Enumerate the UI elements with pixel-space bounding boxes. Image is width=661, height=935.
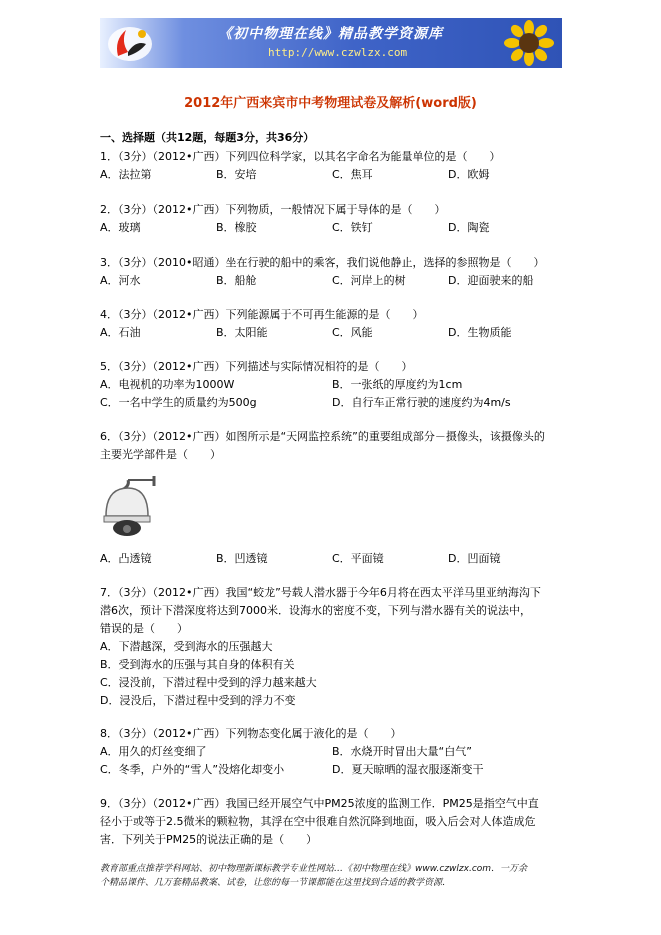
question-7-option-c: C．浸没前，下潜过程中受到的浮力越来越大 <box>100 676 317 689</box>
question-3-option-d: D．迎面驶来的船 <box>448 274 534 287</box>
header-banner <box>100 18 562 68</box>
question-8-option-c: C．冬季，户外的“雪人”没熔化却变小 <box>100 763 285 776</box>
question-6-option-c: C．平面镜 <box>332 552 384 565</box>
question-1-option-a: A．法拉第 <box>100 168 152 181</box>
question-2-option-c: C．铁钉 <box>332 221 373 234</box>
question-1-option-d: D．欧姆 <box>448 168 490 181</box>
question-2-option-b: B．橡胶 <box>216 221 257 234</box>
question-5-option-b: B．一张纸的厚度约为1cm <box>332 378 463 391</box>
question-6-option-b: B．凹透镜 <box>216 552 268 565</box>
question-4-option-b: B．太阳能 <box>216 326 268 339</box>
question-5-option-d: D．自行车正常行驶的速度约为4m/s <box>332 396 511 409</box>
question-7-option-b: B．受到海水的压强与其自身的体积有关 <box>100 658 295 671</box>
question-8-option-a: A．用久的灯丝变细了 <box>100 745 207 758</box>
question-3-stem: 3．（3分）（2010•昭通）坐在行驶的船中的乘客，我们说他静止，选择的参照物是（ ） <box>100 256 545 269</box>
question-7-option-a: A．下潜越深，受到海水的压强越大 <box>100 640 273 653</box>
question-8-option-b: B．水烧开时冒出大量“白气” <box>332 745 472 758</box>
banner-title: 《初中物理在线》精品教学资源库 <box>218 26 443 42</box>
question-1-option-b: B．安培 <box>216 168 257 181</box>
question-6-stem-line-1: 6．（3分）（2012•广西）如图所示是“天网监控系统”的重要组成部分－摄像头，该摄像头的 <box>100 430 545 443</box>
security-camera-icon <box>100 474 158 542</box>
question-3-option-c: C．河岸上的树 <box>332 274 406 287</box>
question-1-option-c: C．焦耳 <box>332 168 373 181</box>
sunflower-icon <box>504 20 554 66</box>
footer-line-2: 个精品课件、几万套精品教案、试卷，让您的每一节课都能在这里找到合适的教学资源． <box>100 878 452 888</box>
question-7-option-d: D．浸没后，下潜过程中受到的浮力不变 <box>100 694 296 707</box>
question-4-option-c: C．风能 <box>332 326 373 339</box>
question-2-stem: 2．（3分）（2012•广西）下列物质，一般情况下属于导体的是（ ） <box>100 203 446 216</box>
question-5-option-c: C．一名中学生的质量约为500g <box>100 396 257 409</box>
document-title: 2012年广西来宾市中考物理试卷及解析(word版) <box>184 96 477 111</box>
logo-icon <box>106 22 156 64</box>
question-2-option-a: A．玻璃 <box>100 221 141 234</box>
question-6-option-d: D．凹面镜 <box>448 552 501 565</box>
question-3-option-b: B．船舱 <box>216 274 257 287</box>
page-footer <box>100 862 580 890</box>
question-6-option-a: A．凸透镜 <box>100 552 152 565</box>
question-4-option-a: A．石油 <box>100 326 141 339</box>
question-4-stem: 4．（3分）（2012•广西）下列能源属于不可再生能源的是（ ） <box>100 308 424 321</box>
question-8-option-d: D．夏天晾晒的湿衣服逐渐变干 <box>332 763 484 776</box>
question-5-option-a: A．电视机的功率为1000W <box>100 378 235 391</box>
question-7-stem-line-2: 潜6次，预计下潜深度将达到7000米．设海水的密度不变，下列与潜水器有关的说法中， <box>100 604 531 617</box>
question-9-stem-line-2: 径小于或等于2.5微米的颗粒物，其浮在空中很难自然沉降到地面，吸入后会对人体造成危 <box>100 815 536 828</box>
banner-url[interactable]: http://www.czwlzx.com <box>268 46 408 59</box>
question-9-stem-line-1: 9．（3分）（2012•广西）我国已经开展空气中PM25浓度的监测工作．PM25是指空气中直 <box>100 797 539 810</box>
question-9-stem-line-3: 害．下列关于PM25的说法正确的是（ ） <box>100 833 318 846</box>
question-4-option-d: D．生物质能 <box>448 326 512 339</box>
question-8-stem: 8．（3分）（2012•广西）下列物态变化属于液化的是（ ） <box>100 727 402 740</box>
section-heading: 一、选择题（共12题，每题3分，共36分） <box>100 131 315 144</box>
question-2-option-d: D．陶瓷 <box>448 221 490 234</box>
question-1-stem: 1．（3分）（2012•广西）下列四位科学家，以其名字命名为能量单位的是（ ） <box>100 150 501 163</box>
question-7-stem-line-1: 7．（3分）（2012•广西）我国“蛟龙”号载人潜水器于今年6月将在西太平洋马里亚纳海沟下 <box>100 586 541 599</box>
question-6-stem-line-2: 主要光学部件是（ ） <box>100 448 221 461</box>
question-7-stem-line-3: 错误的是（ ） <box>100 622 188 635</box>
question-3-option-a: A．河水 <box>100 274 141 287</box>
footer-line-1: 教育部重点推荐学科网站、初中物理新课标教学专业性网站…《初中物理在线》www.czwlzx.com．一万余 <box>100 864 528 874</box>
question-5-stem: 5．（3分）（2012•广西）下列描述与实际情况相符的是（ ） <box>100 360 413 373</box>
